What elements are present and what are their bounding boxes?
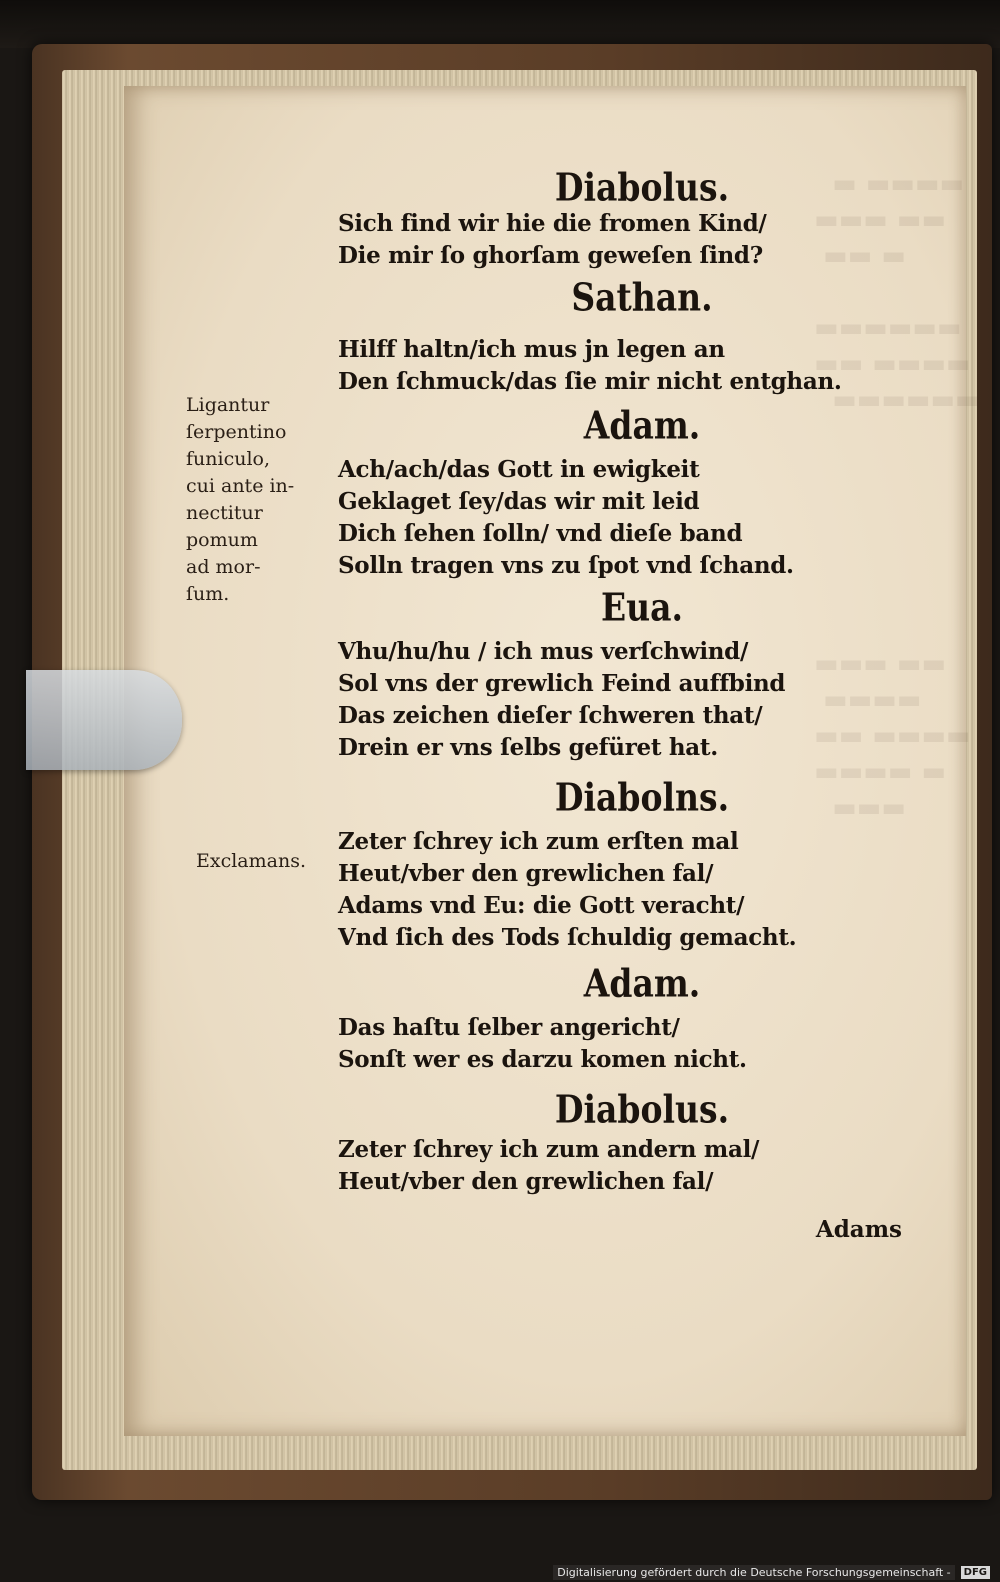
- verse-line: Dich ſehen ſolln/ vnd dieſe band: [338, 520, 743, 547]
- marginal-note-ligantur: [186, 392, 294, 608]
- marginal-line: nectitur: [186, 502, 263, 524]
- verse-line: Vhu/hu/hu / ich mus verſchwind/: [338, 638, 749, 665]
- catchword: Adams: [815, 1216, 902, 1243]
- verse-line: Das zeichen dieſer ſchweren that/: [338, 702, 763, 729]
- marginal-line: ſerpentino: [186, 421, 287, 443]
- marginal-line: funiculo,: [186, 448, 271, 470]
- verse-line: Zeter ſchrey ich zum andern mal/: [338, 1136, 760, 1163]
- verse-line: Das haſtu ſelber angericht/: [338, 1014, 680, 1041]
- marginal-line: Ligantur: [186, 394, 270, 416]
- marginal-line: Exclamans.: [196, 850, 307, 872]
- dfg-logo-icon: DFG: [961, 1566, 990, 1579]
- verse-line: Vnd ſich des Tods ſchuldig gemacht.: [338, 924, 797, 951]
- scan-background: [0, 0, 1000, 48]
- verse-line: Heut/vber den grewlichen fal/: [338, 1168, 714, 1195]
- verse-line: Die mir ſo ghorſam geweſen ſind?: [338, 242, 763, 269]
- marginal-line: ſum.: [186, 583, 230, 605]
- verse-line: Solln tragen vns zu ſpot vnd ſchand.: [338, 552, 794, 579]
- verse-line: Ach/ach/das Gott in ewigkeit: [338, 456, 700, 483]
- digitization-footer: [0, 1562, 1000, 1582]
- verse-line: Sich find wir hie die fromen Kind/: [338, 210, 767, 237]
- page-clip: [26, 670, 182, 770]
- speaker-heading: Diabolns.: [554, 775, 730, 820]
- verse-line: Sonſt wer es darzu komen nicht.: [338, 1046, 747, 1073]
- funding-credit: Digitalisierung gefördert durch die Deutsche Forschungsgemeinschaft -: [553, 1565, 954, 1580]
- verse-line: Adams vnd Eu: die Gott veracht/: [338, 892, 745, 919]
- verse-line: Den ſchmuck/das ſie mir nicht entghan.: [338, 368, 842, 395]
- verse-text: [338, 165, 938, 1269]
- verse-line: Hilff haltn/ich mus jn legen an: [338, 336, 725, 363]
- marginal-line: ad mor-: [186, 556, 261, 578]
- speaker-heading: Diabolus.: [554, 1087, 730, 1132]
- bleed-through-text: ▬▬▬ ▬▬ ▬▬▬▬ ▬▬ ▬▬▬▬ ▬▬▬▬ ▬ ▬▬▬: [814, 649, 971, 823]
- speaker-heading: Diabolus.: [554, 165, 730, 210]
- verse-line: Sol vns der grewlich Feind auffbind: [338, 670, 786, 697]
- bleed-through-text: ▬ ▬▬▬▬ ▬▬▬ ▬▬ ▬▬ ▬ ▬▬▬▬▬▬ ▬▬ ▬▬▬▬ ▬▬▬▬▬▬: [814, 169, 980, 415]
- speaker-heading: Eua.: [600, 585, 684, 630]
- verse-line: Zeter ſchrey ich zum erſten mal: [338, 828, 739, 855]
- verse-line: Geklaget ſey/das wir mit leid: [338, 488, 700, 515]
- speaker-heading: Sathan.: [571, 275, 713, 320]
- speaker-heading: Adam.: [583, 403, 701, 448]
- marginal-line: cui ante in-: [186, 475, 295, 497]
- speaker-heading: Adam.: [583, 961, 701, 1006]
- verse-line: Heut/vber den grewlichen fal/: [338, 860, 714, 887]
- marginal-note-exclamans: [196, 848, 306, 875]
- verse-line: Drein er vns ſelbs gefüret hat.: [338, 734, 718, 761]
- marginal-line: pomum: [186, 529, 258, 551]
